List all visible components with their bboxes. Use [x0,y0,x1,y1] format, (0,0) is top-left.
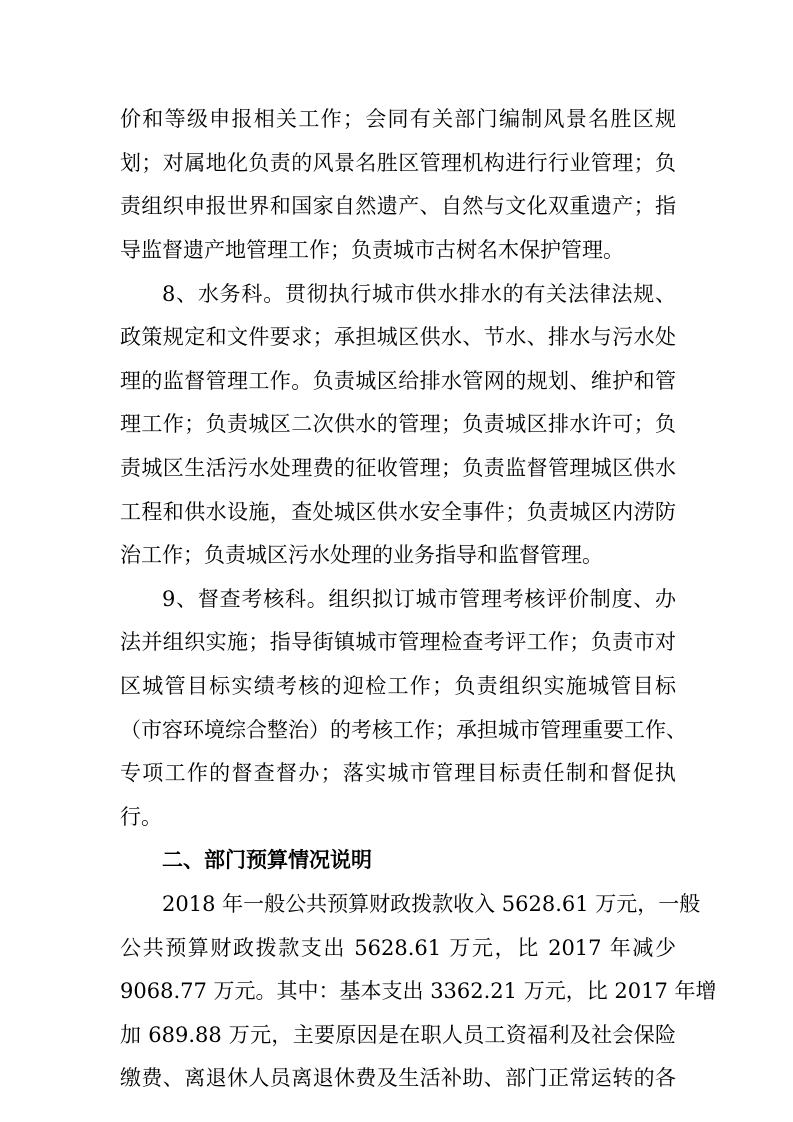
text-line: 专项工作的督查督办；落实城市管理目标责任制和督促执 [120,761,676,785]
text-line: 治工作；负责城区污水处理的业务指导和监督管理。 [120,543,603,567]
text-line: 公共预算财政拨款支出 5628.61 万元，比 2017 年减少 [120,936,676,960]
text-line: 责城区生活污水处理费的征收管理；负责监督管理城区供水 [120,456,676,480]
text-line: 价和等级申报相关工作；会同有关部门编制风景名胜区规 [120,107,676,131]
text-line: （市容环境综合整治）的考核工作；承担城市管理重要工作、 [120,718,687,742]
text-line: 行。 [120,805,162,829]
text-line: 2018 年一般公共预算财政拨款收入 5628.61 万元，一般 [162,892,701,916]
text-line: 9068.77 万元。其中：基本支出 3362.21 万元，比 2017 年增 [120,979,717,1003]
text-line: 政策规定和文件要求；承担城区供水、节水、排水与污水处 [120,325,676,349]
text-line: 理的监督管理工作。负责城区给排水管网的规划、维护和管 [120,369,676,393]
text-line: 划；对属地化负责的风景名胜区管理机构进行行业管理；负 [120,151,676,175]
text-line: 8、水务科。贯彻执行城市供水排水的有关法律法规、 [162,282,676,306]
text-line: 理工作；负责城区二次供水的管理；负责城区排水许可；负 [120,412,676,436]
text-line: 缴费、离退休人员离退休费及生活补助、部门正常运转的各 [120,1066,676,1090]
text-line: 加 689.88 万元，主要原因是在职人员工资福利及社会保险 [120,1023,676,1047]
text-line: 工程和供水设施，查处城区供水安全事件；负责城区内涝防 [120,500,676,524]
section-heading: 二、部门预算情况说明 [162,848,372,872]
text-line: 9、督查考核科。组织拟订城市管理考核评价制度、办 [162,587,676,611]
text-line: 导监督遗产地管理工作；负责城市古树名木保护管理。 [120,238,624,262]
text-line: 区城管目标实绩考核的迎检工作；负责组织实施城管目标 [120,674,676,698]
text-line: 责组织申报世界和国家自然遗产、自然与文化双重遗产；指 [120,194,676,218]
text-line: 法并组织实施；指导街镇城市管理检查考评工作；负责市对 [120,630,676,654]
